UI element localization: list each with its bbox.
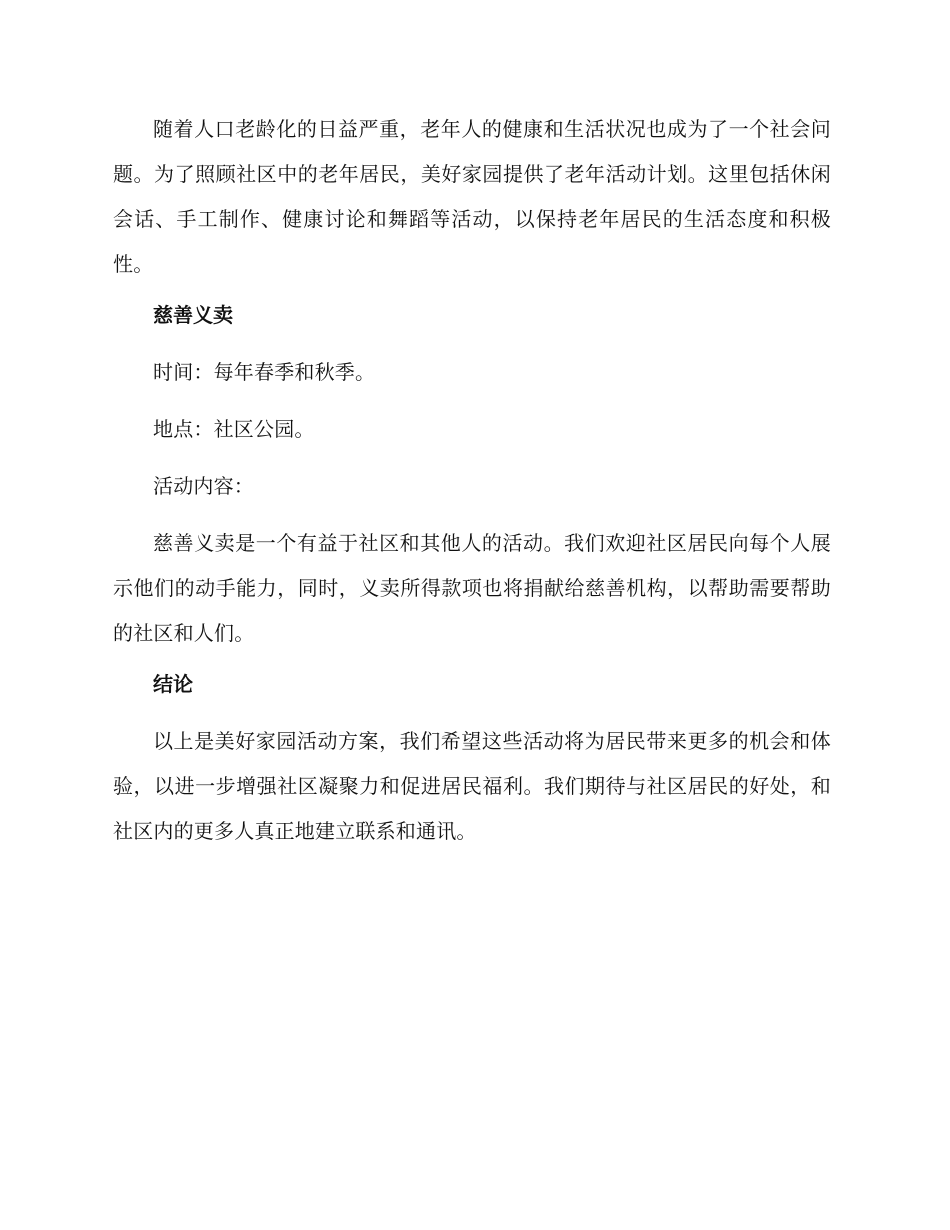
conclusion-paragraph: 以上是美好家园活动方案，我们希望这些活动将为居民带来更多的机会和体验，以进一步增强社区凝聚力和促进居民福利。我们期待与社区居民的好处，和社区内的更多人真正地建立联系和通讯。 [113, 729, 831, 843]
charity-sale-location: 地点：社区公园。 [153, 417, 315, 441]
charity-sale-heading: 慈善义卖 [153, 303, 233, 327]
charity-sale-time: 时间：每年春季和秋季。 [153, 360, 376, 384]
intro-paragraph: 随着人口老龄化的日益严重，老年人的健康和生活状况也成为了一个社会问题。为了照顾社区中的老年居民，美好家园提供了老年活动计划。这里包括休闲会话、手工制作、健康讨论和舞蹈等活动，以保持老年居民的生活态度和积极性。 [113, 117, 831, 276]
charity-sale-content: 慈善义卖是一个有益于社区和其他人的活动。我们欢迎社区居民向每个人展示他们的动手能力，同时，义卖所得款项也将捐献给慈善机构，以帮助需要帮助的社区和人们。 [113, 531, 831, 645]
charity-sale-content-label: 活动内容： [153, 474, 254, 498]
document-page [113, 107, 831, 860]
conclusion-heading: 结论 [153, 672, 193, 696]
